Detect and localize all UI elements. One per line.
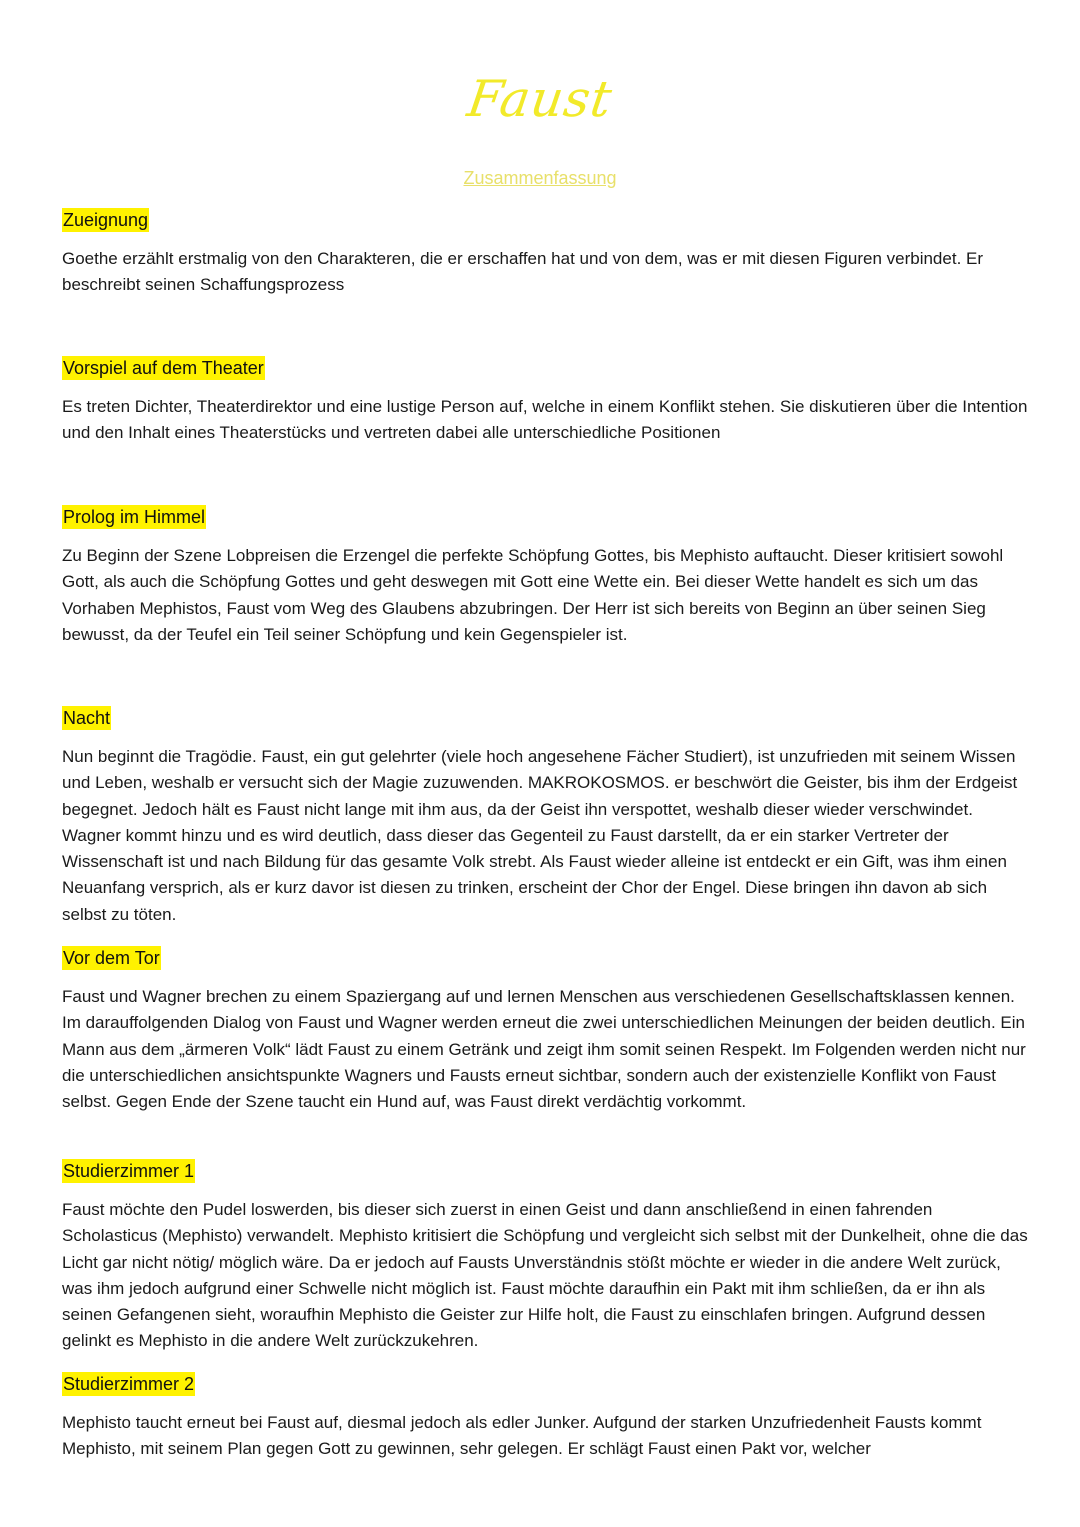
section-heading: Prolog im Himmel <box>63 507 206 527</box>
section-heading: Nacht <box>63 708 111 728</box>
section-heading: Vor dem Tor <box>63 948 160 968</box>
section-text: Faust möchte den Pudel loswerden, bis dieser sich zuerst in einen Geist und dann anschließend in einen fahrenden Scholasticus (Mephisto) verwandelt. Mephisto kritisiert die Schöpfung und vergleicht sich selbst mit der Dunkelheit, ohne die das Licht gar nicht nötig/ möglich wäre. Da er jedoch auf Fausts Unverständnis stößt möchte er wieder in die andere Welt zurück, was ihm jedoch aufgrund einer Schwelle nicht möglich ist. Faust möchte daraufhin ein Pakt mit ihm schließen, da er ihn als seinen Gefangenen sieht, woraufhin Mephisto die Geister zur Hilfe holt, die Faust zu einschlafen bringen. Aufgrund dessen gelinkt es Mephisto in die andere Welt zurückzukehren. <box>62 1200 1028 1351</box>
section-text: Es treten Dichter, Theaterdirektor und eine lustige Person auf, welche in einem Konflikt stehen. Sie diskutieren über die Intention und den Inhalt eines Theaterstücks und vertreten dabei alle unterschiedliche Positionen <box>62 397 1028 443</box>
section-prolog <box>62 505 1032 648</box>
section-nacht <box>62 706 1032 928</box>
section-vorspiel <box>62 356 1032 447</box>
section-text: Faust und Wagner brechen zu einem Spaziergang auf und lernen Menschen aus verschiedenen Gesellschaftsklassen kennen. Im darauffolgenden Dialog von Faust und Wagner werden erneut die zwei unterschiedlichen Meinungen der beiden deutlich. Ein Mann aus dem „ärmeren Volk“ lädt Faust zu einem Getränk und zeigt ihm somit seinen Respekt. Im Folgenden werden nicht nur die unterschiedlichen ansichtspunkte Wagners und Fausts erneut sichtbar, sondern auch der existenzielle Konflikt von Faust selbst. Gegen Ende der Szene taucht ein Hund auf, was Faust direkt verdächtig vorkommt. <box>62 987 1026 1112</box>
document-subtitle: Zusammenfassung <box>463 168 617 188</box>
section-zueignung <box>62 208 1032 299</box>
section-heading: Zueignung <box>63 210 149 230</box>
section-heading: Studierzimmer 2 <box>63 1374 195 1394</box>
section-heading: Vorspiel auf dem Theater <box>63 358 264 378</box>
section-heading: Studierzimmer 1 <box>63 1161 195 1181</box>
section-studierzimmer-2 <box>62 1372 1032 1463</box>
section-text: Goethe erzählt erstmalig von den Charakteren, die er erschaffen hat und von dem, was er mit diesen Figuren verbindet. Er beschreibt seinen Schaffungsprozess <box>62 249 984 295</box>
section-text: Mephisto taucht erneut bei Faust auf, diesmal jedoch als edler Junker. Aufgund der starken Unzufriedenheit Fausts kommt Mephisto, mit seinem Plan gegen Gott zu gewinnen, sehr gelegen. Er schlägt Faust einen Pakt vor, welcher <box>62 1413 982 1459</box>
document-title: Faust <box>463 70 617 128</box>
section-text: Zu Beginn der Szene Lobpreisen die Erzengel die perfekte Schöpfung Gottes, bis Mephisto auftaucht. Dieser kritisiert sowohl Gott, als auch die Schöpfung Gottes und geht deswegen mit Gott eine Wette ein. Bei dieser Wette handelt es sich um das Vorhaben Mephistos, Faust vom Weg des Glaubens abzubringen. Der Herr ist sich bereits von Beginn an über seinen Sieg bewusst, da der Teufel ein Teil seiner Schöpfung und kein Gegenspieler ist. <box>62 546 1004 644</box>
section-text: Nun beginnt die Tragödie. Faust, ein gut gelehrter (viele hoch angesehene Fächer Studiert), ist unzufrieden mit seinem Wissen und Leben, weshalb er versucht sich der Magie zuzuwenden. MAKROKOSMOS. er beschwört die Geister, bis ihm der Erdgeist begegnet. Jedoch hält es Faust nicht lange mit ihm aus, da der Geist ihn verspottet, weshalb dieser wieder verschwindet. Wagner kommt hinzu und es wird deutlich, dass dieser das Gegenteil zu Faust darstellt, da er ein starker Vertreter der Wissenschaft ist und nach Bildung für das gesamte Volk strebt. Als Faust wieder alleine ist entdeckt er ein Gift, was ihm einen Neuanfang versprich, als er kurz davor ist diesen zu trinken, erscheint der Chor der Engel. Diese bringen ihn davon ab sich selbst zu töten. <box>62 747 1018 924</box>
section-studierzimmer-1 <box>62 1159 1032 1355</box>
section-vor-dem-tor <box>62 946 1032 1115</box>
